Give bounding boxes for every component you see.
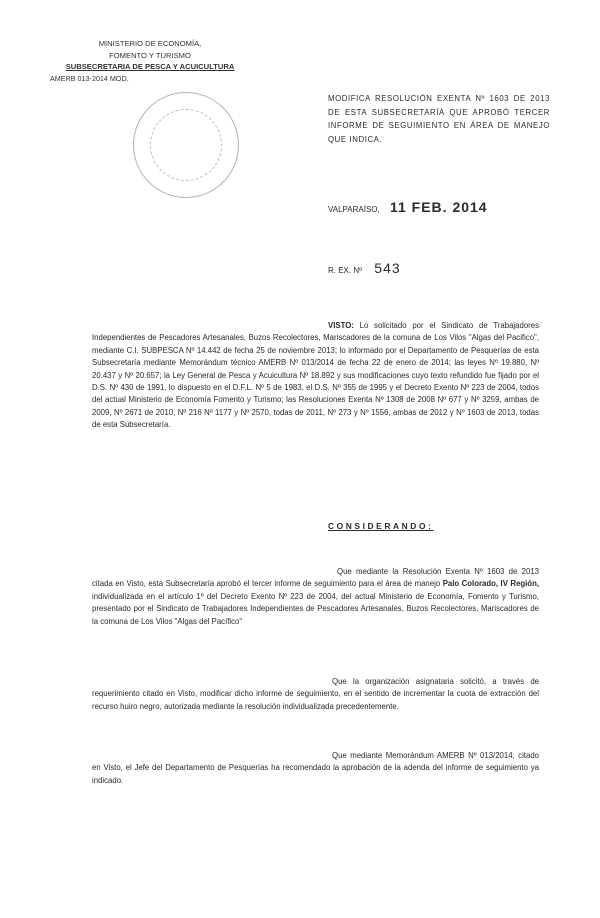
considerando-paragraph-3 — [92, 750, 539, 787]
considerando-2-text: Que la organización asignataria solicitó, a través de requerimiento citado en Visto, modificar dicho informe de seguimiento, en el sentido de incrementar la cuota de extracción del recurso huiro negro, autorizada mediante la resolución individualizada precedentemente. — [92, 677, 539, 711]
resolution-label: R. EX. Nº — [328, 266, 363, 275]
ministry-line-2: FOMENTO Y TURISMO — [109, 50, 191, 60]
area-name: Palo Colorado, IV Región, — [442, 579, 539, 589]
official-seal — [133, 92, 239, 198]
date-stamp: 11 FEB. 2014 — [389, 199, 488, 215]
subsecretaria-line: SUBSECRETARIA DE PESCA Y ACUICULTURA — [65, 62, 235, 71]
seal-inner-ring — [150, 109, 222, 181]
letterhead — [50, 38, 250, 84]
ministry-line: MINISTERIO DE ECONOMÍA, — [98, 39, 202, 48]
considerando-1-text-a: Que mediante la Resolución Exenta Nº 1603 de 2013 citada en Visto, esta Subsecretaría aprobó el tercer informe de seguimiento para el área de manejo — [92, 567, 539, 589]
considerando-heading: CONSIDERANDO: — [328, 521, 434, 531]
considerando-paragraph-1 — [92, 566, 539, 628]
place-and-date — [328, 199, 488, 215]
resolution-value: 543 — [374, 260, 401, 276]
visto-paragraph — [92, 320, 539, 432]
considerando-1-text-b: individualizada en el artículo 1º del Decreto Exento Nº 223 de 2004, del actual Ministerio de Economía, Fomento y Turismo, presentado por el Sindicato de Trabajadores Independientes de Pescadores Artesanales, Buzos Recolectores, Mariscadores de la comuna de Los Vilos "Algas del Pacífico" — [92, 591, 539, 626]
visto-text: Lo solicitado por el Sindicato de Trabajadores Independientes de Pescadores Artesanales, Buzos Recolectores, Mariscadores de la comuna de Los Vilos "Algas del Pacifico", mediante C.I. SUBPESCA Nº 14.442 de fecha 25 de noviembre 2013; lo informado por el Departamento de Pesquerías de esta Subsecretaría mediante Memorándum técnico AMERB Nº 013/2014 de fecha 22 de enero de 2014; las leyes Nº 19.880, Nº 20.437 y Nº 20.657; la Ley General de Pesca y Acuicultura Nº 18.892 y sus modificaciones cuyo texto refundido fue fijado por el D.S. Nº 430 de 1991, lo dispuesto en el D.F.L. Nº 5 de 1983, el D.S. Nº 355 de 1995 y el Decreto Exento Nº 223 de 2004, todos del actual Ministerio de Economía Fomento y Turismo; las Resoluciones Exenta Nº 1308 de 2008 Nº 677 y Nº 3259, ambas de 2009, Nº 2671 de 2010, Nº 216 Nº 1177 y Nº 2570, todas de 2011, Nº 273 y Nº 1556, ambas de 2012 y Nº 1603 de 2013, todas de esta Subsecretaría. — [92, 321, 539, 430]
considerando-paragraph-2 — [92, 676, 539, 713]
considerando-3-text: Que mediante Memorándum AMERB Nº 013/2014, citado en Visto, el Jefe del Departamento de Pesquerías ha recomendado la aprobación de la adenda del informe de seguimiento ya indicado. — [92, 751, 539, 785]
resolution-number — [328, 260, 401, 276]
city: VALPARAÍSO, — [328, 205, 380, 214]
resolution-summary: MODIFICA RESOLUCIÓN EXENTA Nº 1603 DE 2013 DE ESTA SUBSECRETARÍA QUE APROBÓ TERCER INFORME DE SEGUIMIENTO EN ÁREA DE MANEJO QUE INDICA. — [328, 94, 550, 144]
visto-heading: VISTO: — [328, 321, 354, 330]
document-code: AMERB 013-2014 MOD. — [50, 73, 129, 83]
